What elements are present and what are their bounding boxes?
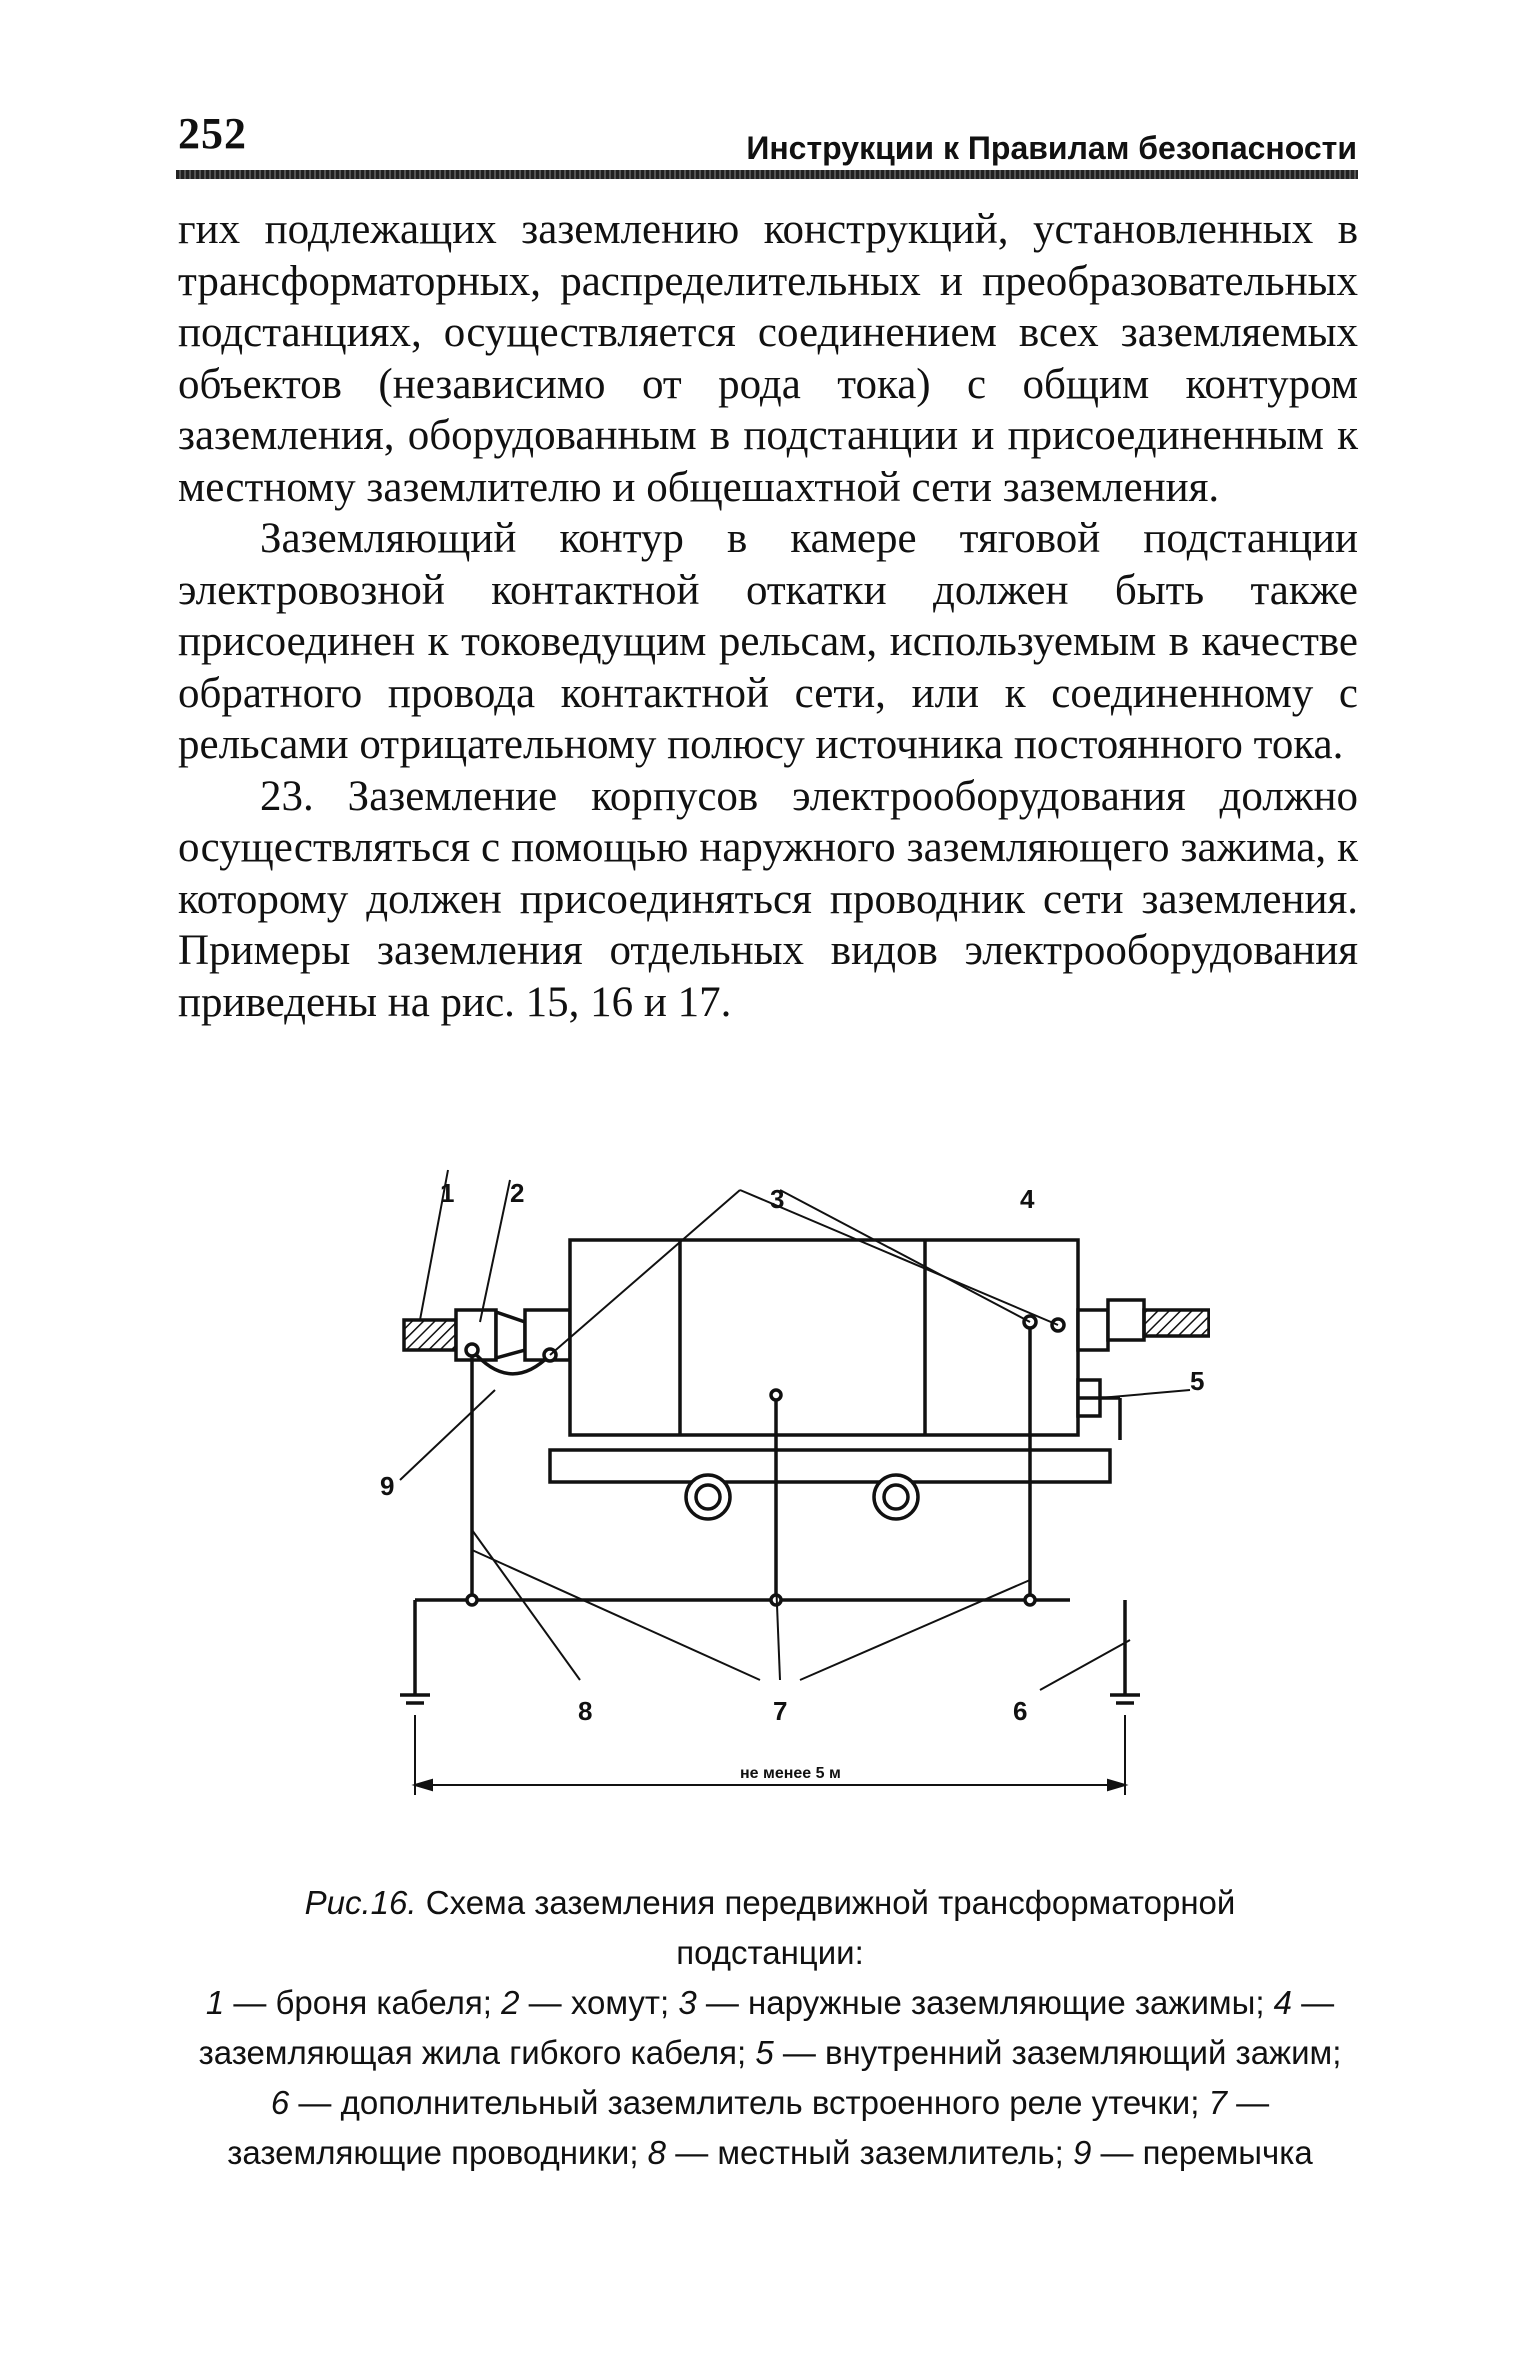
legend-text: — местный заземлитель; <box>666 2134 1073 2171</box>
frame-skid <box>550 1450 1110 1482</box>
caption-title-line1: Схема заземления передвижной трансформаторной <box>425 1884 1236 1921</box>
label-2: 2 <box>510 1178 525 1208</box>
right-cable-entry <box>1108 1300 1144 1340</box>
figure-reference: Рис.16. <box>304 1884 417 1921</box>
legend-text: — перемычка <box>1091 2134 1313 2171</box>
label-6: 6 <box>1013 1696 1028 1726</box>
caption-title <box>190 1878 1350 1978</box>
legend-text: — внутренний заземляющий зажим; <box>773 2034 1342 2071</box>
paragraph: Заземляющий контур в камере тяговой подстанции электровозной контактной откатки должен быть также присоединен к токоведущим рельсам, используемым в качестве обратного провода контактной сети, или к соединенному с рельсами отрицательному полюсу источника постоянного тока. <box>178 515 1358 768</box>
caption-legend <box>190 1978 1350 2178</box>
label-4: 4 <box>1020 1184 1035 1214</box>
dimension-label: не менее 5 м <box>740 1765 841 1782</box>
grounding-diagram <box>380 1160 1210 1860</box>
legend-number: 8 <box>647 2134 667 2171</box>
legend-text: — дополнительный заземлитель встроенного реле утечки; <box>289 2084 1209 2121</box>
flexible-cable <box>1144 1310 1209 1336</box>
legend-text: — броня кабеля; <box>224 1984 502 2021</box>
legend-number: 6 <box>270 2084 290 2121</box>
legend-number: 5 <box>755 2034 774 2071</box>
legend-item <box>678 1984 1273 2021</box>
paragraph: гих подлежащих заземлению конструкций, установленных в трансформаторных, распределительных и преобразовательных подстанциях, осуществляется соединением всех заземляемых объектов (независимо от рода тока) с общим контуром заземления, оборудованным в подстанции и присоединенным к местному заземлителю и общешахтной сети заземления. <box>178 206 1358 511</box>
legend-item <box>648 2134 1073 2171</box>
header-rule <box>176 170 1358 179</box>
cable-armor <box>404 1320 456 1350</box>
figure-caption <box>190 1878 1350 2178</box>
body-text <box>178 204 1358 1028</box>
legend-number: 1 <box>205 1984 225 2021</box>
running-head: Инструкции к Правилам безопасности <box>746 130 1357 166</box>
label-7: 7 <box>773 1696 788 1726</box>
wheel <box>874 1475 918 1519</box>
legend-item <box>1073 2134 1313 2171</box>
label-3: 3 <box>770 1184 785 1214</box>
label-8: 8 <box>578 1696 593 1726</box>
label-5: 5 <box>1190 1366 1205 1396</box>
legend-number: 3 <box>678 1984 697 2021</box>
wheel <box>686 1475 730 1519</box>
legend-item <box>501 1984 678 2021</box>
legend-item <box>271 2084 1209 2121</box>
cable-gland <box>496 1312 525 1358</box>
legend-number: 9 <box>1072 2134 1092 2171</box>
legend-number: 7 <box>1208 2084 1227 2121</box>
legend-text: — наружные заземляющие зажимы; <box>696 1984 1274 2021</box>
legend-item <box>755 2034 1341 2071</box>
label-9: 9 <box>380 1471 395 1501</box>
legend-text: — хомут; <box>519 1984 679 2021</box>
label-1: 1 <box>440 1178 455 1208</box>
page-number: 252 <box>178 109 247 158</box>
caption-title-line2: подстанции: <box>676 1934 864 1971</box>
legend-text: — заземляющие проводники; <box>227 2084 1270 2171</box>
figure-16 <box>380 1160 1210 1860</box>
external-terminal <box>466 1344 478 1356</box>
legend-item <box>206 1984 501 2021</box>
legend-text: — заземляющая жила гибкого кабеля; <box>198 1984 1335 2071</box>
legend-number: 2 <box>501 1984 520 2021</box>
right-cable-box <box>1078 1310 1108 1350</box>
transformer-body <box>570 1240 1078 1435</box>
paragraph: 23. Заземление корпусов электрооборудования должно осуществляться с помощью наружного заземляющего зажима, к которому должен присоединяться проводник сети заземления. Примеры заземления отдельных видов электрооборудования приведены на рис. 15, 16 и 17. <box>178 772 1358 1026</box>
legend-number: 4 <box>1273 1984 1293 2021</box>
